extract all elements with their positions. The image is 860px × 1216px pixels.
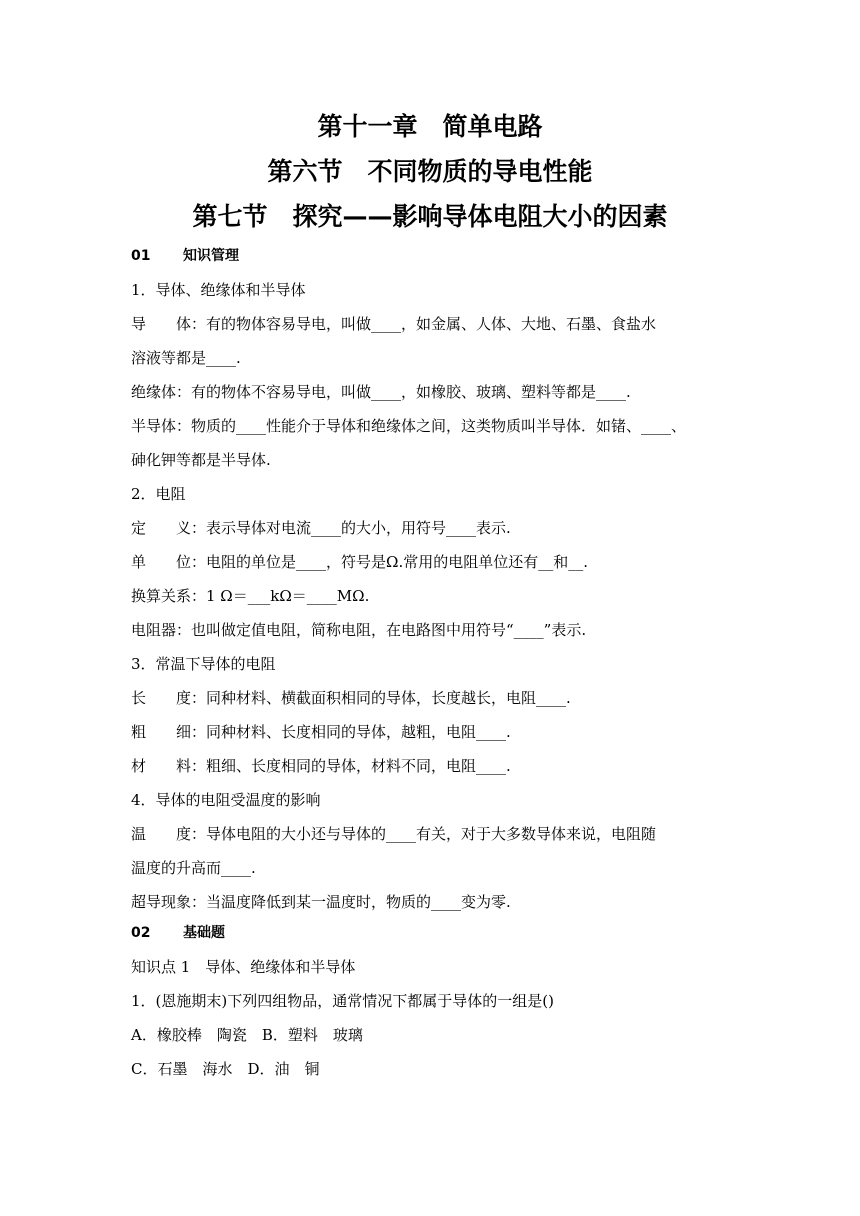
text-line: 定 义：表示导体对电流____的大小，用符号____表示. [131, 519, 511, 537]
text-line: 导 体：有的物体容易导电，叫做____，如金属、人体、大地、石墨、食盐水 [131, 315, 657, 333]
topic-heading-resistance: 2．电阻 [131, 485, 186, 503]
text-line: 材 料：粗细、长度相同的导体，材料不同，电阻____. [131, 757, 511, 775]
text-line: 温 度：导体电阻的大小还与导体的____有关，对于大多数导体来说，电阻随 [131, 825, 657, 843]
text-line: 电阻器：也叫做定值电阻，简称电阻，在电路图中用符号“____”表示. [131, 621, 587, 639]
text-line: 粗 细：同种材料、长度相同的导体，越粗，电阻____. [131, 723, 511, 741]
chapter-title: 第十一章 简单电路 [317, 112, 543, 141]
section-number: 02 [131, 925, 151, 941]
topic-heading-temperature: 4．导体的电阻受温度的影响 [131, 791, 321, 809]
text-line: 溶液等都是____. [131, 349, 241, 367]
text-line: 半导体：物质的____性能介于导体和绝缘体之间，这类物质叫半导体．如锗、____、 [131, 417, 687, 435]
section-7-title: 第七节 探究——影响导体电阻大小的因素 [192, 202, 668, 231]
answer-options: A．橡胶棒 陶瓷 B．塑料 玻璃 [131, 1026, 363, 1044]
text-line: 砷化钾等都是半导体. [131, 451, 271, 469]
text-line: 换算关系：1 Ω＝___kΩ＝____MΩ. [131, 587, 370, 605]
text-line: 超导现象：当温度降低到某一温度时，物质的____变为零. [131, 893, 511, 911]
knowledge-point-heading: 知识点 1 导体、绝缘体和半导体 [131, 958, 356, 976]
topic-heading-conductors: 1．导体、绝缘体和半导体 [131, 281, 306, 299]
text-line: 温度的升高而____. [131, 859, 256, 877]
question-text: 1．(恩施期末)下列四组物品，通常情况下都属于导体的一组是() [131, 992, 554, 1010]
section-number: 01 [131, 248, 151, 264]
topic-heading-room-temp: 3．常温下导体的电阻 [131, 655, 276, 673]
section-6-title: 第六节 不同物质的导电性能 [267, 157, 593, 186]
section-label: 知识管理 [183, 248, 239, 264]
text-line: 长 度：同种材料、横截面积相同的导体，长度越长，电阻____. [131, 689, 571, 707]
section-heading-knowledge [131, 245, 239, 267]
section-label: 基础题 [183, 925, 225, 941]
text-line: 绝缘体：有的物体不容易导电，叫做____，如橡胶、玻璃、塑料等都是____. [131, 383, 631, 401]
answer-options: C．石墨 海水 D．油 铜 [131, 1060, 320, 1078]
text-line: 单 位：电阻的单位是____，符号是Ω.常用的电阻单位还有__和__. [131, 553, 588, 571]
section-heading-basic [131, 922, 225, 944]
